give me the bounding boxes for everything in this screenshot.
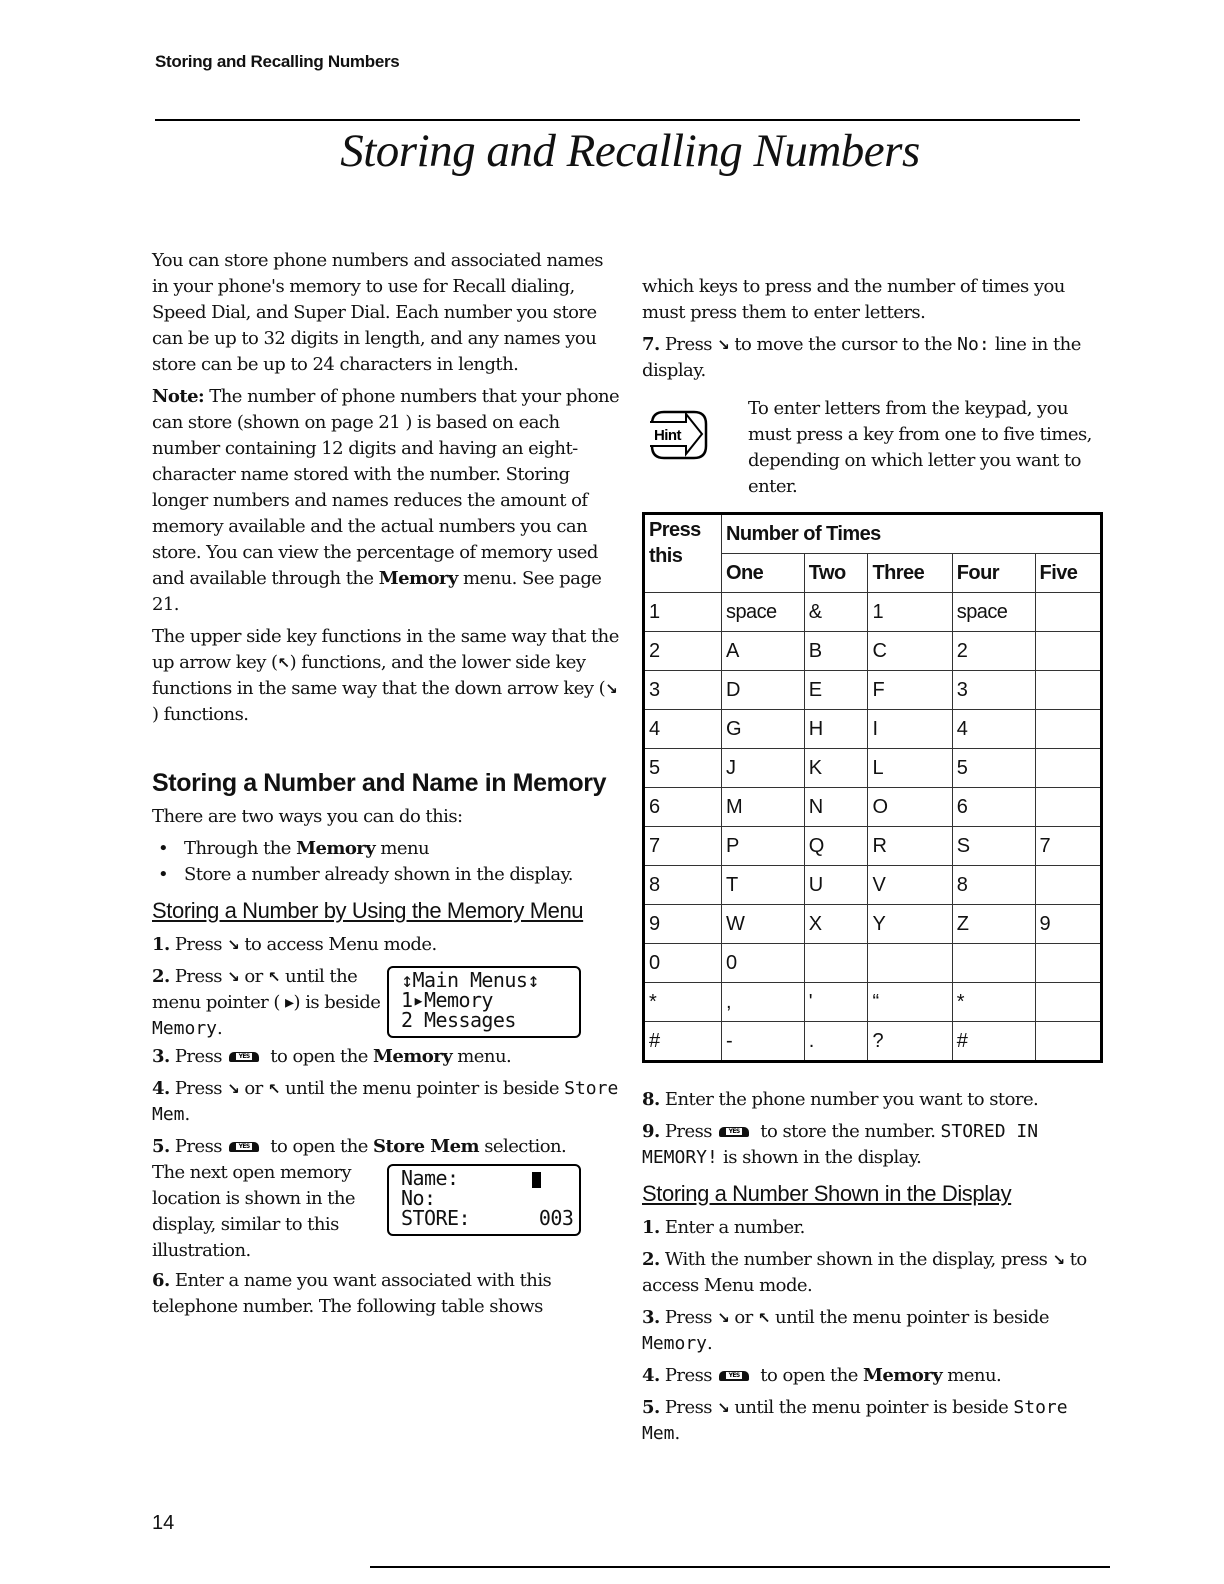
down-arrow-key-icon: ↘ <box>717 336 730 354</box>
list-item: • Store a number already shown in the display. <box>182 862 622 888</box>
down-arrow-key-icon: ↘ <box>717 1399 730 1417</box>
step-7: 7. Press ↘ to move the cursor to the No: line in the display. <box>642 334 1081 381</box>
menu-pointer-icon: ▸ <box>285 992 294 1013</box>
svg-text:Hint: Hint <box>654 427 681 444</box>
cursor-block-icon <box>532 1172 541 1188</box>
keypad-letter-table <box>642 512 1103 1063</box>
ways-intro: There are two ways you can do this: <box>152 806 463 827</box>
subheading-memory-menu: Storing a Number by Using the Memory Menu <box>152 898 584 923</box>
footer-rule <box>370 1566 1110 1568</box>
ways-list <box>152 836 622 888</box>
table-row: * , ' “ * <box>644 983 1102 1022</box>
step-9: 9. Press YES to store the number. STORED IN MEMORY! is shown in the display. <box>642 1121 1039 1168</box>
lcd-main-menu: ↕Main Menus↕ 1▸Memory 2 Messages <box>387 966 581 1038</box>
table-row: 5 J K L 5 <box>644 749 1102 788</box>
table-row: 1 space & 1 space <box>644 593 1102 632</box>
up-arrow-key-icon: ↖ <box>267 968 280 986</box>
yes-key-icon: YES <box>229 1142 259 1152</box>
table-row: 7 P Q R S 7 <box>644 827 1102 866</box>
page-title: Storing and Recalling Numbers <box>340 125 920 177</box>
step-5-desc-block <box>152 1160 622 1268</box>
yes-key-icon: YES <box>719 1127 749 1137</box>
down-arrow-key-icon: ↘ <box>227 936 240 954</box>
table-row: 4 G H I 4 <box>644 710 1102 749</box>
table-row: 0 0 <box>644 944 1102 983</box>
continuation-paragraph: which keys to press and the number of times you must press them to enter letters. <box>642 276 1065 323</box>
left-column <box>152 248 622 1326</box>
header-rule <box>155 119 1080 121</box>
step-4: 4. Press ↘ or ↖ until the menu pointer is beside Store Mem. <box>152 1078 619 1125</box>
down-arrow-key-icon: ↘ <box>227 968 240 986</box>
display-step-1: 1. Enter a number. <box>642 1217 805 1238</box>
page-number: 14 <box>152 1512 175 1534</box>
subheading-shown-in-display: Storing a Number Shown in the Display <box>642 1181 1012 1206</box>
note-paragraph: Note: The number of phone numbers that your phone can store (shown on page 21 ) is based on each number containing 12 digits and having an eight-character name stored with the number. Storing longer numbers and names reduces the amount of memory available and the actual numbers you can store. You can view the percentage of memory used and available through the Memory menu. See page 21. <box>152 386 620 615</box>
display-step-4: 4. Press YES to open the Memory menu. <box>642 1365 1002 1386</box>
running-head: Storing and Recalling Numbers <box>155 52 400 71</box>
down-arrow-key-icon: ↘ <box>605 680 618 698</box>
table-row: 6 M N O 6 <box>644 788 1102 827</box>
step-5: 5. Press YES to open the Store Mem selection. <box>152 1136 567 1157</box>
note-label: Note: <box>152 386 205 407</box>
table-row: 9 W X Y Z 9 <box>644 905 1102 944</box>
display-step-3: 3. Press ↘ or ↖ until the menu pointer is beside Memory. <box>642 1307 1049 1354</box>
step-6: 6. Enter a name you want associated with this telephone number. The following table shows <box>152 1270 552 1317</box>
display-step-5: 5. Press ↘ until the menu pointer is beside Store Mem. <box>642 1397 1068 1444</box>
step-3: 3. Press YES to open the Memory menu. <box>152 1046 512 1067</box>
column-header-press-this: Press this <box>644 514 722 593</box>
yes-key-icon: YES <box>719 1371 749 1381</box>
down-arrow-key-icon: ↘ <box>1052 1251 1065 1269</box>
down-arrow-key-icon: ↘ <box>717 1309 730 1327</box>
side-key-paragraph: The upper side key functions in the same way that the up arrow key (↖) functions, and the lower side key functions in the same way that the down arrow key (↘) functions. <box>152 626 619 725</box>
intro-paragraph: You can store phone numbers and associated names in your phone's memory to use for Recall dialing, Speed Dial, and Super Dial. Each number you store can be up to 32 digits in length, and any names you store can be up to 24 characters in length. <box>152 250 603 375</box>
hint-text: To enter letters from the keypad, you must press a key from one to five times, depending on which letter you want to enter. <box>748 398 1092 497</box>
table-subheader-row: One Two Three Four Five <box>644 554 1102 593</box>
step-5-description: The next open memory location is shown in the display, similar to this illustration. <box>152 1162 356 1261</box>
table-row: 2 A B C 2 <box>644 632 1102 671</box>
section-heading: Storing a Number and Name in Memory <box>152 769 607 797</box>
up-arrow-key-icon: ↖ <box>757 1309 770 1327</box>
list-item: • Through the Memory menu <box>182 836 622 862</box>
step-8: 8. Enter the phone number you want to store. <box>642 1089 1039 1110</box>
lcd-store-mem: Name: No: STORE: 003 <box>387 1164 581 1236</box>
right-column <box>642 274 1112 1453</box>
hint-arrow-icon <box>646 404 712 464</box>
table-row: 8 T U V 8 <box>644 866 1102 905</box>
up-arrow-key-icon: ↖ <box>267 1080 280 1098</box>
hint-callout <box>642 396 1112 500</box>
table-row: 3 D E F 3 <box>644 671 1102 710</box>
down-arrow-key-icon: ↘ <box>227 1080 240 1098</box>
step-1: 1. Press ↘ to access Menu mode. <box>152 932 622 958</box>
display-step-2: 2. With the number shown in the display, press ↘ to access Menu mode. <box>642 1249 1087 1296</box>
up-arrow-key-icon: ↖ <box>277 654 290 672</box>
step-2: 2. Press ↘ or ↖ until the menu pointer ( ▸) is beside Memory. <box>152 966 381 1039</box>
column-header-number-of-times: Number of Times <box>722 514 1102 554</box>
step-2-block <box>152 964 622 1044</box>
table-header-row <box>644 514 1102 554</box>
yes-key-icon: YES <box>229 1052 259 1062</box>
table-row: # - . ? # <box>644 1022 1102 1062</box>
